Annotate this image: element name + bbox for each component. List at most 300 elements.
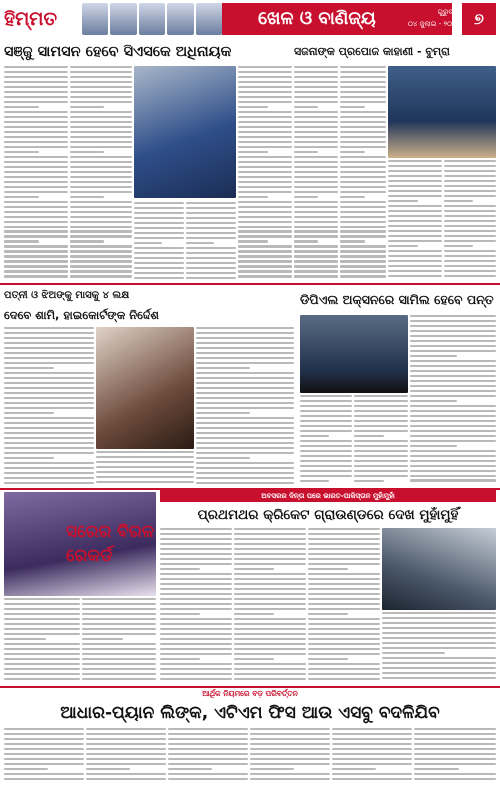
text-line bbox=[382, 657, 496, 659]
text-line bbox=[70, 96, 132, 98]
text-line bbox=[308, 613, 348, 615]
text-line bbox=[308, 653, 380, 655]
text-line bbox=[4, 738, 84, 740]
text-line bbox=[234, 608, 306, 610]
text-line bbox=[86, 758, 166, 760]
text-line bbox=[70, 191, 132, 193]
text-line bbox=[4, 171, 68, 173]
text-line bbox=[238, 86, 292, 88]
text-line bbox=[294, 265, 338, 267]
text-line bbox=[70, 250, 132, 252]
text-line bbox=[70, 86, 132, 88]
text-line bbox=[340, 196, 365, 198]
text-line bbox=[160, 528, 232, 530]
text-line bbox=[238, 151, 268, 153]
text-line bbox=[70, 240, 104, 242]
text-line bbox=[160, 608, 232, 610]
text-line bbox=[238, 171, 292, 173]
text-line bbox=[410, 445, 457, 447]
text-line bbox=[234, 573, 306, 575]
text-line bbox=[4, 191, 68, 193]
text-line bbox=[4, 638, 46, 640]
text-line bbox=[382, 677, 496, 679]
text-line bbox=[238, 216, 292, 218]
text-line bbox=[444, 195, 496, 197]
story2-column bbox=[294, 66, 338, 282]
text-line bbox=[444, 190, 496, 192]
text-line bbox=[86, 748, 166, 750]
text-line bbox=[294, 275, 338, 277]
text-line bbox=[340, 216, 386, 218]
text-line bbox=[160, 658, 200, 660]
text-line bbox=[160, 678, 232, 680]
text-line bbox=[250, 778, 330, 780]
text-line bbox=[410, 355, 457, 357]
text-line bbox=[238, 230, 292, 232]
text-line bbox=[250, 738, 330, 740]
story3-photo bbox=[96, 327, 194, 449]
story2-column bbox=[444, 160, 496, 282]
text-line bbox=[196, 357, 294, 359]
text-line bbox=[196, 352, 294, 354]
text-line bbox=[4, 452, 94, 454]
text-line bbox=[300, 410, 352, 412]
text-line bbox=[308, 623, 380, 625]
text-line bbox=[250, 743, 330, 745]
story2-column bbox=[340, 66, 386, 282]
text-line bbox=[388, 185, 442, 187]
text-line bbox=[388, 270, 442, 272]
text-line bbox=[388, 175, 442, 177]
text-line bbox=[96, 461, 194, 463]
text-line bbox=[160, 553, 232, 555]
text-line bbox=[134, 267, 184, 269]
text-line bbox=[160, 633, 232, 635]
text-line bbox=[4, 101, 68, 103]
text-line bbox=[308, 648, 380, 650]
text-line bbox=[70, 230, 132, 232]
text-line bbox=[444, 170, 496, 172]
text-line bbox=[186, 227, 236, 229]
text-line bbox=[382, 612, 496, 614]
text-line bbox=[234, 618, 306, 620]
text-line bbox=[160, 623, 232, 625]
text-line bbox=[382, 662, 496, 664]
header-photo bbox=[139, 3, 165, 35]
text-line bbox=[414, 728, 496, 730]
text-line bbox=[388, 170, 442, 172]
story2-headline: ସଜନାଙ୍କ ପ୍ରପୋଜ କାହାଣୀ - ବୁମ୍ରା bbox=[294, 45, 450, 58]
text-line bbox=[4, 342, 94, 344]
text-line bbox=[300, 440, 352, 442]
text-line bbox=[294, 245, 338, 247]
story5-headline: ପ୍ରଥମଥର କ୍ରିକେଟ ଗ୍ରାଉଣ୍ଡରେ ଦେଖ ମୁହାଁମୁହିଁ bbox=[197, 507, 459, 523]
text-line bbox=[294, 121, 338, 123]
header-photo bbox=[196, 3, 222, 35]
text-line bbox=[300, 450, 352, 452]
text-line bbox=[238, 101, 292, 103]
story7-column bbox=[250, 728, 330, 784]
text-line bbox=[4, 362, 94, 364]
text-line bbox=[70, 66, 132, 68]
text-line bbox=[86, 743, 166, 745]
text-line bbox=[196, 427, 294, 429]
text-line bbox=[186, 237, 236, 239]
story7-kicker: ଆର୍ଥିକ ନିୟମରେ ବଡ଼ ପରିବର୍ତ୍ତନ bbox=[202, 689, 298, 698]
text-line bbox=[308, 643, 380, 645]
text-line bbox=[160, 598, 232, 600]
text-line bbox=[4, 477, 94, 479]
text-line bbox=[134, 222, 184, 224]
text-line bbox=[354, 470, 408, 472]
text-line bbox=[238, 206, 292, 208]
text-line bbox=[444, 225, 496, 227]
text-line bbox=[4, 778, 84, 780]
text-line bbox=[238, 91, 292, 93]
text-line bbox=[86, 738, 166, 740]
text-line bbox=[4, 442, 94, 444]
text-line bbox=[234, 613, 274, 615]
text-line bbox=[294, 196, 318, 198]
text-line bbox=[294, 141, 338, 143]
text-line bbox=[234, 648, 306, 650]
story7-headline: ଆଧାର-ପ୍ୟାନ ଲିଙ୍କ, ଏଟିଏମ ଫିସ ଆଉ ଏସବୁ ବଦଳିଯିବ bbox=[60, 703, 440, 723]
text-line bbox=[388, 225, 442, 227]
text-line bbox=[340, 96, 386, 98]
text-line bbox=[70, 76, 132, 78]
text-line bbox=[340, 265, 386, 267]
text-line bbox=[354, 410, 408, 412]
text-line bbox=[294, 270, 338, 272]
text-line bbox=[168, 768, 212, 770]
text-line bbox=[294, 81, 338, 83]
text-line bbox=[388, 255, 442, 257]
text-line bbox=[340, 111, 386, 113]
text-line bbox=[410, 400, 457, 402]
text-line bbox=[300, 405, 352, 407]
text-line bbox=[238, 166, 292, 168]
text-line bbox=[294, 230, 338, 232]
text-line bbox=[410, 350, 496, 352]
text-line bbox=[444, 185, 496, 187]
text-line bbox=[82, 603, 156, 605]
text-line bbox=[238, 221, 292, 223]
text-line bbox=[4, 648, 80, 650]
text-line bbox=[4, 397, 94, 399]
text-line bbox=[70, 141, 132, 143]
text-line bbox=[234, 588, 306, 590]
text-line bbox=[70, 91, 132, 93]
text-line bbox=[340, 171, 386, 173]
text-line bbox=[410, 435, 496, 437]
text-line bbox=[168, 743, 248, 745]
text-line bbox=[196, 422, 294, 424]
text-line bbox=[4, 332, 94, 334]
text-line bbox=[4, 111, 68, 113]
text-line bbox=[238, 176, 292, 178]
text-line bbox=[82, 643, 156, 645]
text-line bbox=[410, 370, 496, 372]
text-line bbox=[354, 465, 408, 467]
text-line bbox=[4, 402, 94, 404]
text-line bbox=[308, 528, 380, 530]
story7-column bbox=[332, 728, 412, 784]
text-line bbox=[4, 462, 94, 464]
text-line bbox=[186, 262, 236, 264]
text-line bbox=[186, 267, 236, 269]
text-line bbox=[82, 668, 156, 670]
text-line bbox=[70, 121, 132, 123]
text-line bbox=[340, 106, 365, 108]
text-line bbox=[444, 255, 496, 257]
text-line bbox=[444, 235, 496, 237]
text-line bbox=[160, 638, 232, 640]
text-line bbox=[238, 136, 292, 138]
text-line bbox=[134, 262, 184, 264]
text-line bbox=[4, 96, 68, 98]
text-line bbox=[4, 407, 94, 409]
text-line bbox=[196, 392, 294, 394]
text-line bbox=[238, 201, 292, 203]
text-line bbox=[250, 768, 294, 770]
text-line bbox=[308, 678, 380, 680]
text-line bbox=[238, 131, 292, 133]
text-line bbox=[340, 121, 386, 123]
text-line bbox=[250, 733, 330, 735]
text-line bbox=[308, 658, 348, 660]
text-line bbox=[410, 420, 496, 422]
text-line bbox=[4, 221, 68, 223]
text-line bbox=[444, 270, 496, 272]
text-line bbox=[160, 588, 232, 590]
text-line bbox=[4, 678, 80, 680]
story4-photo bbox=[300, 315, 408, 393]
text-line bbox=[196, 457, 250, 459]
text-line bbox=[82, 653, 156, 655]
text-line bbox=[294, 211, 338, 213]
text-line bbox=[294, 191, 338, 193]
text-line bbox=[4, 653, 80, 655]
text-line bbox=[4, 240, 39, 242]
story5-column bbox=[308, 528, 380, 684]
story1-column bbox=[4, 66, 68, 282]
text-line bbox=[354, 460, 408, 462]
text-line bbox=[196, 327, 294, 329]
story5-column bbox=[234, 528, 306, 684]
text-line bbox=[444, 220, 496, 222]
text-line bbox=[4, 131, 68, 133]
text-line bbox=[354, 475, 408, 477]
text-line bbox=[4, 156, 68, 158]
text-line bbox=[70, 156, 132, 158]
text-line bbox=[238, 191, 292, 193]
text-line bbox=[340, 226, 386, 228]
text-line bbox=[4, 121, 68, 123]
text-line bbox=[234, 583, 306, 585]
text-line bbox=[196, 412, 250, 414]
text-line bbox=[410, 465, 496, 467]
text-line bbox=[4, 181, 68, 183]
story4-column bbox=[410, 315, 496, 487]
text-line bbox=[4, 235, 68, 237]
text-line bbox=[82, 673, 156, 675]
text-line bbox=[340, 156, 386, 158]
text-line bbox=[340, 235, 386, 237]
text-line bbox=[308, 558, 380, 560]
text-line bbox=[4, 377, 94, 379]
story1-column bbox=[70, 66, 132, 282]
text-line bbox=[238, 196, 268, 198]
text-line bbox=[4, 146, 68, 148]
text-line bbox=[294, 176, 338, 178]
text-line bbox=[238, 186, 292, 188]
text-line bbox=[308, 543, 380, 545]
text-line bbox=[86, 773, 166, 775]
text-line bbox=[168, 738, 248, 740]
text-line bbox=[196, 362, 294, 364]
text-line bbox=[332, 743, 412, 745]
text-line bbox=[70, 216, 132, 218]
text-line bbox=[160, 653, 232, 655]
text-line bbox=[4, 412, 54, 414]
text-line bbox=[134, 232, 184, 234]
text-line bbox=[388, 240, 442, 242]
text-line bbox=[410, 315, 496, 317]
text-line bbox=[410, 450, 496, 452]
text-line bbox=[250, 728, 330, 730]
text-line bbox=[388, 245, 418, 247]
text-line bbox=[294, 116, 338, 118]
text-line bbox=[444, 205, 496, 207]
text-line bbox=[294, 136, 338, 138]
text-line bbox=[4, 367, 54, 369]
text-line bbox=[186, 247, 236, 249]
text-line bbox=[308, 638, 380, 640]
text-line bbox=[294, 156, 338, 158]
text-line bbox=[414, 733, 496, 735]
text-line bbox=[186, 252, 236, 254]
text-line bbox=[382, 632, 496, 634]
header-photo bbox=[110, 3, 136, 35]
text-line bbox=[444, 160, 496, 162]
text-line bbox=[294, 181, 338, 183]
text-line bbox=[134, 252, 184, 254]
text-line bbox=[410, 380, 496, 382]
text-line bbox=[4, 141, 68, 143]
text-line bbox=[382, 667, 496, 669]
text-line bbox=[410, 440, 496, 442]
text-line bbox=[410, 470, 496, 472]
text-line bbox=[340, 91, 386, 93]
page-number: ୭ bbox=[462, 3, 496, 35]
text-line bbox=[340, 151, 365, 153]
text-line bbox=[134, 227, 184, 229]
text-line bbox=[388, 180, 442, 182]
text-line bbox=[340, 250, 386, 252]
text-line bbox=[340, 270, 386, 272]
text-line bbox=[196, 337, 294, 339]
text-line bbox=[308, 548, 380, 550]
text-line bbox=[238, 121, 292, 123]
text-line bbox=[86, 753, 166, 755]
text-line bbox=[82, 658, 156, 660]
text-line bbox=[238, 255, 292, 257]
text-line bbox=[160, 663, 232, 665]
section-title: ଖେଳ ଓ ବାଣିଜ୍ୟ bbox=[222, 3, 452, 35]
text-line bbox=[444, 175, 496, 177]
text-line bbox=[70, 265, 132, 267]
text-line bbox=[234, 633, 306, 635]
text-line bbox=[134, 207, 184, 209]
text-line bbox=[308, 668, 380, 670]
text-line bbox=[332, 728, 412, 730]
text-line bbox=[4, 633, 80, 635]
text-line bbox=[186, 212, 236, 214]
text-line bbox=[308, 553, 380, 555]
text-line bbox=[86, 728, 166, 730]
text-line bbox=[332, 733, 412, 735]
text-line bbox=[414, 778, 496, 780]
text-line bbox=[70, 131, 132, 133]
text-line bbox=[160, 648, 232, 650]
text-line bbox=[168, 728, 248, 730]
text-line bbox=[250, 763, 330, 765]
text-line bbox=[4, 166, 68, 168]
text-line bbox=[160, 603, 232, 605]
text-line bbox=[300, 430, 352, 432]
text-line bbox=[354, 440, 408, 442]
text-line bbox=[4, 773, 84, 775]
text-line bbox=[160, 558, 232, 560]
text-line bbox=[234, 668, 306, 670]
text-line bbox=[294, 206, 338, 208]
text-line bbox=[294, 101, 338, 103]
text-line bbox=[388, 220, 442, 222]
text-line bbox=[382, 647, 496, 649]
text-line bbox=[388, 195, 442, 197]
text-line bbox=[70, 81, 132, 83]
text-line bbox=[70, 176, 132, 178]
text-line bbox=[196, 432, 294, 434]
text-line bbox=[294, 161, 338, 163]
text-line bbox=[4, 352, 94, 354]
text-line bbox=[388, 250, 442, 252]
text-line bbox=[294, 86, 338, 88]
text-line bbox=[4, 136, 68, 138]
text-line bbox=[340, 166, 386, 168]
text-line bbox=[294, 171, 338, 173]
text-line bbox=[196, 482, 294, 484]
issue-day: ଗୁରୁବାର bbox=[437, 8, 460, 16]
text-line bbox=[160, 613, 200, 615]
text-line bbox=[238, 211, 292, 213]
text-line bbox=[238, 275, 292, 277]
story6-headline: ସରେର ବିରଳ ରେକର୍ଡ bbox=[66, 522, 155, 566]
text-line bbox=[234, 623, 306, 625]
text-line bbox=[4, 201, 68, 203]
text-line bbox=[4, 176, 68, 178]
text-line bbox=[4, 372, 94, 374]
text-line bbox=[410, 365, 496, 367]
text-line bbox=[340, 230, 386, 232]
text-line bbox=[332, 748, 412, 750]
text-line bbox=[82, 633, 156, 635]
text-line bbox=[340, 141, 386, 143]
text-line bbox=[340, 275, 386, 277]
text-line bbox=[410, 345, 496, 347]
text-line bbox=[234, 598, 306, 600]
text-line bbox=[294, 111, 338, 113]
